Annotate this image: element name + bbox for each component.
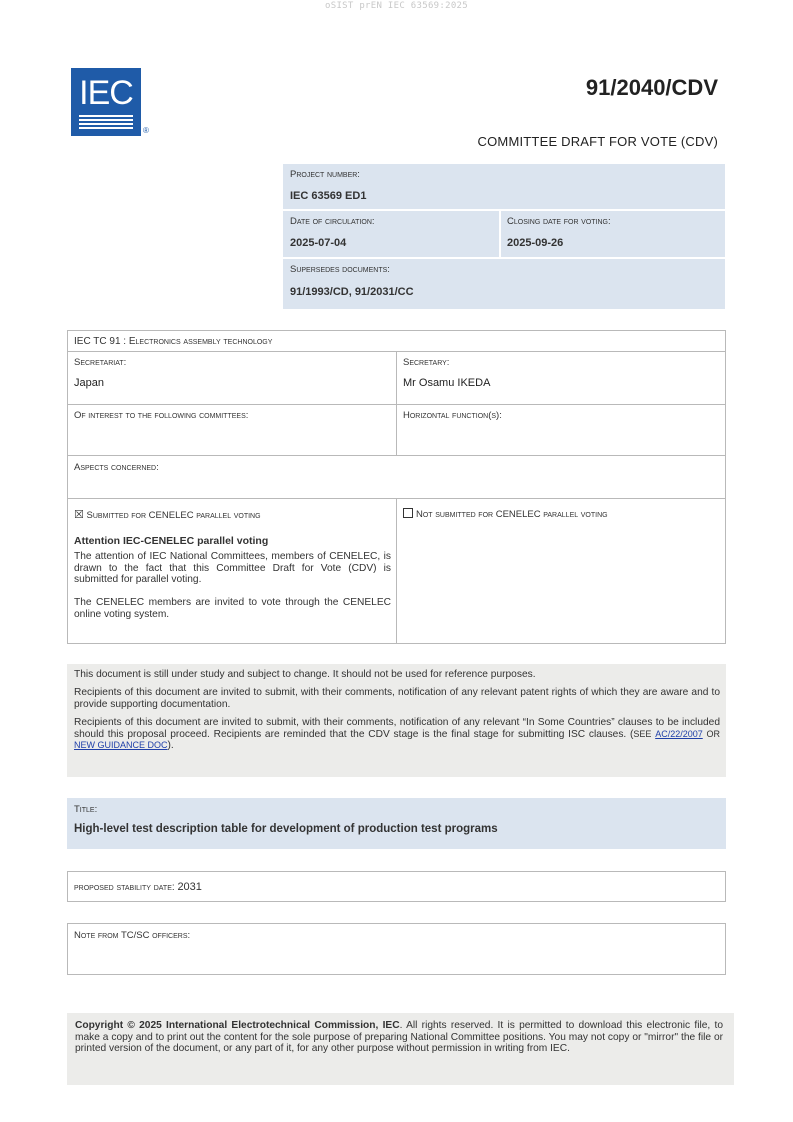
project-number-cell bbox=[283, 164, 725, 209]
supersedes-label: Supersedes documents: bbox=[290, 264, 390, 275]
watermark: oSIST prEN IEC 63569:2025 bbox=[325, 1, 468, 11]
document-type: COMMITTEE DRAFT FOR VOTE (CDV) bbox=[477, 134, 718, 149]
circulation-date: 2025-07-04 bbox=[290, 237, 347, 249]
horizontal-cell bbox=[396, 404, 726, 456]
note-label: Note from TC/SC officers: bbox=[74, 930, 191, 941]
secretariat-value: Japan bbox=[74, 377, 104, 389]
circulation-cell bbox=[283, 211, 499, 257]
stability-sep: : bbox=[171, 882, 178, 893]
see-text: SEE bbox=[633, 728, 652, 739]
secretary-cell bbox=[396, 351, 726, 405]
document-title: High-level test description table for development of production test programs bbox=[74, 823, 498, 835]
logo-line bbox=[79, 127, 133, 129]
interest-label: Of interest to the following committees: bbox=[74, 410, 249, 421]
interest-cell bbox=[67, 404, 397, 456]
logo-line bbox=[79, 119, 133, 121]
attention-paragraph-1: The attention of IEC National Committees, members of CENELEC, is drawn to the fact that this Committee Draft for Vote (CDV) is submitted for parallel voting. bbox=[74, 551, 391, 585]
registered-mark: ® bbox=[143, 126, 149, 135]
tc-title: Electronics assembly technology bbox=[128, 336, 273, 347]
stability-value: 2031 bbox=[177, 881, 202, 893]
not-submitted-cell bbox=[396, 498, 726, 644]
iec-logo bbox=[71, 68, 141, 136]
aspects-cell bbox=[67, 455, 726, 499]
ac-22-2007-link[interactable]: AC/22/2007 bbox=[655, 728, 703, 739]
attention-title: Attention IEC-CENELEC parallel voting bbox=[74, 535, 269, 547]
circulation-label: Date of circulation: bbox=[290, 216, 375, 227]
submitted-option bbox=[74, 508, 261, 521]
notice-paragraph-3 bbox=[74, 717, 720, 752]
title-block bbox=[67, 798, 726, 849]
secretariat-label: Secretariat: bbox=[74, 357, 127, 368]
notice-paragraph-1: This document is still under study and subject to change. It should not be used for reference purposes. bbox=[74, 669, 536, 680]
closing-cell bbox=[501, 211, 725, 257]
not-submitted-checkbox-icon[interactable] bbox=[403, 508, 413, 518]
new-guidance-doc-link[interactable]: NEW GUIDANCE DOC bbox=[74, 740, 168, 750]
copyright-body: . All rights reserved. It is permitted to download this electronic file, to make a copy and to print out the content for the sole purpose of preparing National Committee positions. You may not copy or "mirror" the file or printed version of the document, or any part of it, for any other purpose without permission in writing from IEC. bbox=[75, 1020, 723, 1054]
notice-block bbox=[67, 664, 726, 777]
or-text: OR bbox=[706, 728, 720, 739]
title-label: Title: bbox=[74, 804, 98, 815]
tc-name bbox=[74, 336, 272, 347]
not-submitted-option bbox=[403, 508, 608, 520]
copyright-owner: Copyright © 2025 International Electrotechnical Commission, IEC bbox=[75, 1020, 400, 1031]
project-number-label: Project number: bbox=[290, 169, 360, 180]
project-number: IEC 63569 ED1 bbox=[290, 190, 367, 202]
isc-text-end: ). bbox=[167, 740, 174, 751]
stability-date-box bbox=[67, 871, 726, 902]
not-submitted-label: Not submitted for CENELEC parallel voting bbox=[416, 509, 608, 520]
closing-label: Closing date for voting: bbox=[507, 216, 611, 227]
notice-paragraph-2: Recipients of this document are invited to submit, with their comments, notification of any relevant patent rights of which they are aware and to provide supporting documentation. bbox=[74, 687, 720, 710]
copyright-text bbox=[75, 1020, 723, 1055]
supersedes-cell bbox=[283, 259, 725, 309]
tc-row bbox=[67, 330, 726, 352]
tc-prefix: IEC TC 91 : bbox=[74, 336, 129, 347]
note-box bbox=[67, 923, 726, 975]
secretary-label: Secretary: bbox=[403, 357, 450, 368]
supersedes-documents: 91/1993/CD, 91/2031/CC bbox=[290, 286, 414, 298]
logo-line bbox=[79, 123, 133, 125]
logo-text: IEC bbox=[79, 74, 133, 112]
submitted-label: Submitted for CENELEC parallel voting bbox=[86, 510, 261, 521]
secretariat-cell bbox=[67, 351, 397, 405]
submitted-cell bbox=[67, 498, 397, 644]
stability-label: proposed stability date bbox=[74, 882, 172, 893]
closing-date: 2025-09-26 bbox=[507, 237, 564, 249]
attention-paragraph-2: The CENELEC members are invited to vote through the CENELEC online voting system. bbox=[74, 597, 391, 620]
copyright-block bbox=[67, 1013, 734, 1085]
aspects-label: Aspects concerned: bbox=[74, 462, 159, 473]
submitted-checkbox-icon[interactable]: ☒ bbox=[74, 508, 84, 521]
secretary-value: Mr Osamu IKEDA bbox=[403, 377, 491, 389]
document-number: 91/2040/CDV bbox=[585, 75, 718, 100]
logo-line bbox=[79, 115, 133, 117]
stability-date bbox=[74, 881, 202, 893]
horizontal-label: Horizontal function(s): bbox=[403, 410, 502, 421]
isc-text: Recipients of this document are invited to submit, with their comments, notification of any relevant “In Some Countries” clauses to be included should this proposal proceed. Recipients are reminded that the CDV stage is the final stage for submitting ISC clauses. ( bbox=[74, 717, 720, 740]
